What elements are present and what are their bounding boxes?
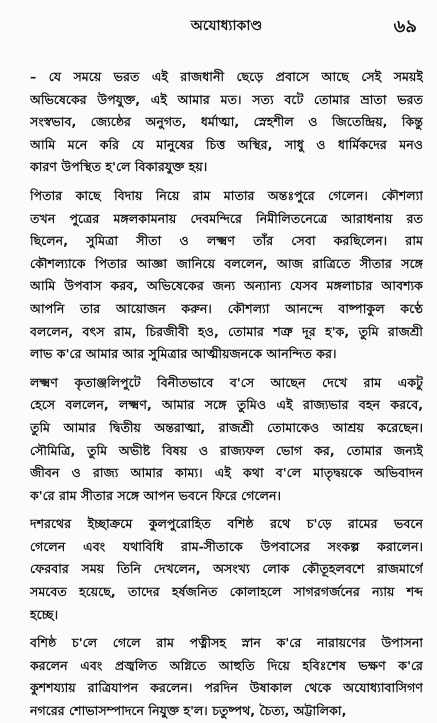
text-line: লাভ ক'রে আমার আর সুমিত্রার আত্মীয়জনকে আনন্দিত কর।: [30, 346, 337, 362]
text-line: পিতার কাছে বিদায় নিয়ে রাম মাতার অন্তঃপুরে গেলেন। কৌশল্যা: [30, 187, 423, 203]
text-line: নগরের শোভাসম্পাদনে নিযুক্ত হ'ল। চতুষ্পথ, চৈত্য, অট্টালিকা,: [30, 703, 347, 719]
text-line: অভিষেকের উপযুক্ত, এই আমার মত। সত্য বটে তোমার ভ্রাতা ভরত: [30, 91, 423, 107]
paragraph: [30, 632, 423, 722]
text-line: গেলেন এবং যথাবিধি রাম-সীতাকে উপবাসের সংকল্প করালেন।: [30, 538, 423, 554]
text-line: কৌশল্যাকে পিতার আজ্ঞা জানিয়ে বললেন, আজ রাত্রিতে সীতার সঙ্গে: [30, 255, 423, 271]
text-line: সংস্বভাব, জ্যেষ্ঠের অনুগত, ধর্মাত্মা, স্নেহশীল ও জিতেন্দ্রিয়, কিন্তু: [30, 114, 423, 130]
paragraph: [30, 66, 423, 179]
paragraph: [30, 185, 423, 366]
text-line: কুশশয্যায় রাত্রিযাপন করলেন। পরদিন উষাকাল থেকে অযোধ্যাবাসিগণ: [30, 680, 423, 696]
text-line: দশরথের ইচ্ছাক্রমে কুলপুরোহিত বশিষ্ঠ রথে চ'ড়ে রামের ভবনে: [30, 516, 423, 532]
page-body: [30, 66, 423, 723]
paragraph: [30, 372, 423, 508]
text-line: হেসে বললেন, লক্ষ্মণ, আমার সঙ্গে তুমিও এই রাজ্যভার বহন করবে,: [30, 397, 423, 413]
text-line: হচ্ছে।: [30, 606, 59, 622]
text-line: তুমি আমার দ্বিতীয় অন্তরাত্মা, রাজশ্রী তোমাকেও আশ্রয় করেছেন।: [30, 419, 423, 435]
text-line: ছিলেন, সুমিত্রা সীতা ও লক্ষ্মণ তাঁর সেবা করছিলেন। রাম: [30, 233, 423, 249]
text-line: ফেরবার সময় তিনি দেখলেন, অসংখ্য লোক কৌতূহলবশে রাজমার্গে: [30, 561, 423, 577]
text-line: বললেন, বৎস রাম, চিরজীবী হও, তোমার শত্রু দূর হ'ক, তুমি রাজশ্রী: [30, 323, 423, 339]
chapter-title: অযোধ্যাকাণ্ড: [190, 18, 263, 34]
text-line: করলেন এবং প্রজ্বলিত অগ্নিতে আহুতি দিয়ে হবিঃশেষ ভক্ষণ ক'রে: [30, 657, 423, 673]
text-line: সমবেত হয়েছে, তাদের হর্ষজনিত কোলাহলে সাগরগর্জনের ন্যায় শব্দ: [30, 584, 423, 600]
text-line: আমি মনে করি যে মানুষের চিত্ত অস্থির, সাধু ও ধার্মিকদের মনও: [30, 136, 423, 152]
text-line: তখন পুত্রের মঙ্গলকামনায় দেবমন্দিরে নিমীলিতনেত্রে আরাধনায় রত: [30, 210, 423, 226]
paragraph: [30, 513, 423, 626]
text-line: আপনি তার আয়োজন করুন। কৌশল্যা আনন্দে বাষ্পাকুল কণ্ঠে: [30, 300, 423, 316]
page-number: ৬৯: [393, 16, 417, 37]
text-line: লক্ষ্মণ কৃতাঞ্জলিপুটে বিনীতভাবে ব'সে আছেন দেখে রাম একটু: [30, 374, 423, 390]
text-line: বশিষ্ঠ চ'লে গেলে রাম পত্নীসহ স্নান ক'রে নারায়ণের উপাসনা: [30, 635, 423, 651]
text-line: সৌমিত্রি, তুমি অভীষ্ট বিষয় ও রাজ্যফল ভোগ কর, তোমার জন্যই: [30, 442, 423, 458]
running-header: [30, 12, 423, 36]
text-line: জীবন ও রাজ্য আমার কাম্য। এই কথা ব'লে মাতৃদ্বয়কে অভিবাদন: [30, 465, 423, 481]
text-line: ক'রে রাম সীতার সঙ্গে আপন ভবনে ফিরে গেলেন।: [30, 487, 281, 503]
text-line: আমি উপবাস করব, অভিষেকের জন্য অন্যান্য যেসব মঙ্গলাচার আবশ্যক: [30, 278, 423, 294]
text-line: কারণ উপস্থিত হ'লে বিকারযুক্ত হয়।: [30, 159, 208, 175]
text-line: – যে সময়ে ভরত এই রাজধানী ছেড়ে প্রবাসে আছে সেই সময়ই: [30, 69, 423, 84]
